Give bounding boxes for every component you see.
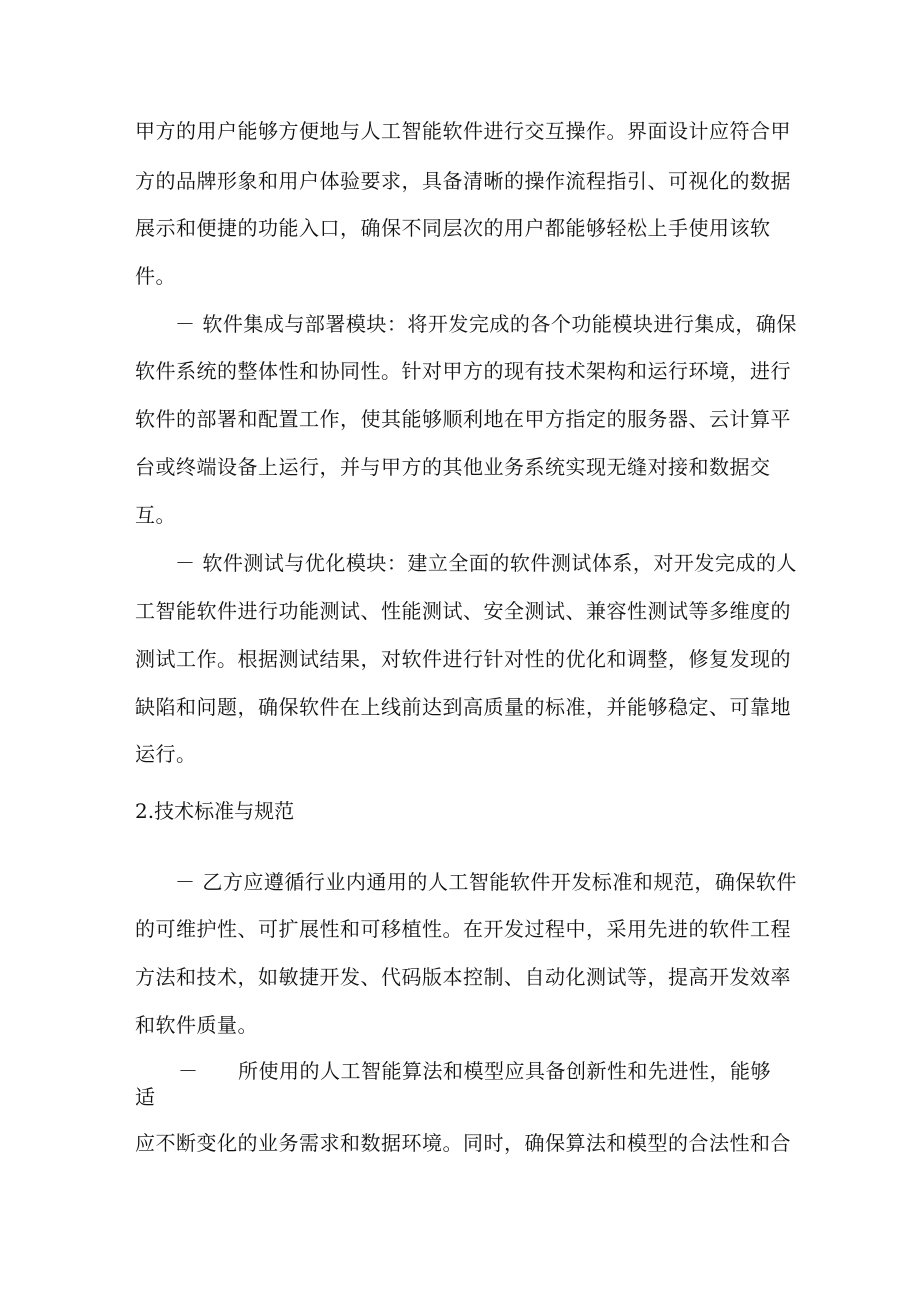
paragraph-line: 台或终端设备上运行，并与甲方的其他业务系统实现无缝对接和数据交 <box>135 455 771 479</box>
paragraph-line: 软件的部署和配置工作，使其能够顺利地在甲方指定的服务器、云计算平 <box>135 407 791 431</box>
paragraph-line: 件。 <box>135 264 176 288</box>
paragraph-line: 展示和便捷的功能入口，确保不同层次的用户都能够轻松上手使用该软 <box>135 216 771 240</box>
paragraph-line: 甲方的用户能够方便地与人工智能软件进行交互操作。界面设计应符合甲 <box>135 119 791 143</box>
paragraph-line: 运行。 <box>135 742 197 766</box>
paragraph-line: 的可维护性、可扩展性和可移植性。在开发过程中，采用先进的软件工程 <box>135 917 791 941</box>
paragraph-line: 和软件质量。 <box>135 1013 258 1037</box>
paragraph-line: － 乙方应遵循行业内通用的人工智能软件开发标准和规范，确保软件 <box>175 870 797 894</box>
paragraph-line: 方法和技术，如敏捷开发、代码版本控制、自动化测试等，提高开发效率 <box>135 965 791 989</box>
paragraph-line: － 软件集成与部署模块：将开发完成的各个功能模块进行集成，确保 <box>175 312 797 336</box>
section-heading: 2.技术标准与规范 <box>135 799 295 823</box>
paragraph-line: 测试工作。根据测试结果，对软件进行针对性的优化和调整，修复发现的 <box>135 647 791 671</box>
paragraph-line: 缺陷和问题，确保软件在上线前达到高质量的标准，并能够稳定、可靠地 <box>135 695 791 719</box>
list-dash: － <box>178 1059 198 1083</box>
paragraph-line: 软件系统的整体性和协同性。针对甲方的现有技术架构和运行环境，进行 <box>135 359 791 383</box>
paragraph-line: 所使用的人工智能算法和模型应具备创新性和先进性，能够 <box>238 1059 771 1083</box>
paragraph-line: 方的品牌形象和用户体验要求，具备清晰的操作流程指引、可视化的数据 <box>135 169 791 193</box>
paragraph-line: 适 <box>135 1085 156 1109</box>
paragraph-line: 应不断变化的业务需求和数据环境。同时，确保算法和模型的合法性和合 <box>135 1131 791 1155</box>
paragraph-line: 互。 <box>135 503 176 527</box>
paragraph-line: － 软件测试与优化模块：建立全面的软件测试体系，对开发完成的人 <box>175 551 797 575</box>
paragraph-line: 工智能软件进行功能测试、性能测试、安全测试、兼容性测试等多维度的 <box>135 599 791 623</box>
